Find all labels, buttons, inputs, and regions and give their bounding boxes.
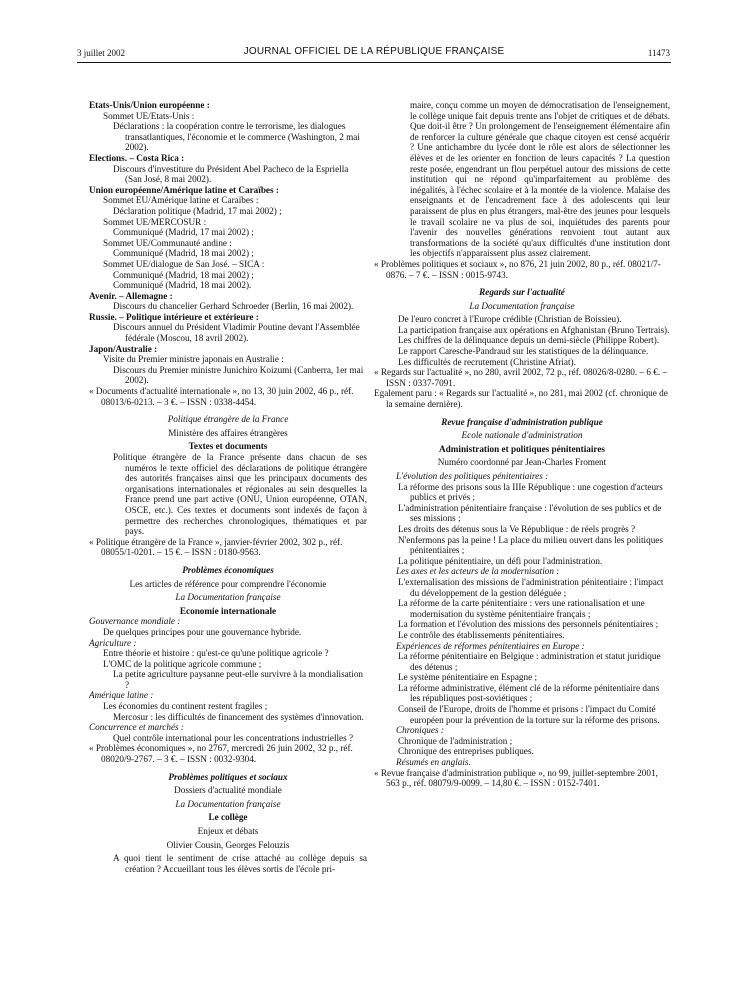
right-paragraph: « Regards sur l'actualité », no 280, avril 2002, 72 p., réf. 08026/8-0280. – 6 €. – ISSN : 0337-7091. — [374, 367, 668, 388]
left-paragraph: Agriculture : — [89, 637, 137, 648]
left-paragraph: Entre théorie et histoire : qu'est-ce qu'une politique agricole ? — [103, 648, 329, 659]
left-paragraph: A quoi tient le sentiment de crise attaché au collège depuis sa création ? Accueillant tous les élèves sortis de l'école pri- — [113, 853, 367, 874]
right-paragraph: Conseil de l'Europe, droits de l'homme et prisons : l'impact du Comité européen pour la prévention de la torture sur la réforme des prisons. — [398, 704, 660, 725]
right-paragraph: Le système pénitentiaire en Espagne ; — [398, 672, 538, 683]
left-paragraph: « Politique étrangère de la France », janvier-février 2002, 302 p., réf. 08055/1-0201. – 15 €. – ISSN : 0180-9563. — [89, 536, 343, 558]
left-paragraph: Discours du Premier ministre Junichiro Koizumi (Canberra, 1er mai 2002). — [113, 364, 364, 386]
left-paragraph: Les articles de référence pour comprendre l'économie — [129, 578, 327, 589]
right-paragraph: Le contrôle des établissements pénitentiaires. — [398, 629, 565, 640]
left-paragraph: Déclarations : la coopération contre le terrorisme, les dialogues transatlantiques, l'économie et le commerce (Washington, 2 mai 2002). — [113, 121, 360, 153]
left-paragraph: Sommet UE/dialogue de San José. – SICA : — [103, 258, 265, 269]
right-paragraph: « Revue française d'administration publique », no 99, juillet-septembre 2001, 563 p., réf. 08079/9-0099. – 14,80 €. – ISSN : 0152-7401. — [374, 767, 658, 789]
left-paragraph: Japon/Australie : — [89, 343, 158, 354]
left-paragraph: « Documents d'actualité internationale », no 13, 30 juin 2002, 46 p., réf. 08013/6-0213. – 3 €. – ISSN : 0338-4454. — [89, 386, 354, 407]
right-paragraph: La formation et l'évolution des missions des personnels pénitentiaires ; — [398, 619, 659, 630]
left-paragraph: Elections. – Costa Rica : — [89, 152, 185, 163]
header-page-number: 11473 — [647, 48, 670, 58]
right-paragraph: Les axes et les acteurs de la modernisation : — [396, 566, 560, 577]
right-paragraph: Le rapport Caresche-Pandraud sur les statistiques de la délinquance. — [398, 346, 649, 357]
left-paragraph: Les économies du continent restent fragiles ; — [103, 701, 268, 712]
left-paragraph: Communiqué (Madrid, 18 mai 2002). — [113, 280, 252, 291]
left-paragraph: Enjeux et débats — [197, 826, 259, 836]
left-paragraph: Problèmes politiques et sociaux — [168, 771, 288, 782]
right-paragraph: Regards sur l'actualité — [479, 287, 565, 298]
left-paragraph: Visite du Premier ministre japonais en Australie : — [103, 354, 284, 365]
left-paragraph: Politique étrangère de la France présente dans chacun de ses numéros le texte officiel des déclarations de politique étrangère des autorités françaises ainsi que les principaux documents des organisations internationales et régionales au sein desquelles la France prend une part active (ONU, Union européenne, OTAN, OSCE, etc.). Ces textes et documents sont indexés de façon à permettre des recherches chronologiques, thématiques et par pays. — [113, 452, 367, 537]
right-paragraph: De l'euro concret à l'Europe crédible (Christian de Boissieu). — [398, 314, 622, 325]
left-paragraph: Quel contrôle international pour les concentrations industrielles ? — [113, 732, 354, 743]
right-paragraph: Revue française d'administration publique — [441, 416, 603, 427]
left-paragraph: La Documentation française — [175, 798, 281, 809]
right-paragraph: Les difficultés de recrutement (Christine Afriat). — [398, 356, 576, 367]
left-paragraph: Ministère des affaires étrangères — [168, 427, 288, 438]
left-paragraph: Russie. – Politique intérieure et extérieure : — [89, 311, 259, 322]
page-header — [0, 44, 748, 62]
left-paragraph: Discours d'investiture du Président Abel Pacheco de la Espriella (San José, 8 mai 2002). — [113, 163, 349, 185]
left-paragraph: Amérique latine : — [89, 690, 154, 701]
right-column — [374, 100, 670, 789]
left-paragraph: L'OMC de la politique agricole commune ; — [103, 658, 262, 669]
left-paragraph: Discours du chancelier Gerhard Schroeder (Berlin, 16 mai 2002). — [113, 301, 354, 312]
right-paragraph: Chronique de l'administration ; — [398, 735, 513, 746]
right-paragraph: L'évolution des politiques pénitentiaires : — [396, 471, 549, 481]
right-paragraph: Chronique des entreprises publiques. — [398, 746, 534, 757]
left-paragraph: Avenir. – Allemagne : — [89, 290, 173, 301]
right-paragraph: La réforme des prisons sous la IIIe République : une cogestion d'acteurs publics et privés ; — [398, 481, 663, 503]
left-paragraph: Textes et documents — [188, 441, 268, 452]
right-paragraph: L'administration pénitentiaire française : l'évolution de ses publics et de ses missions ; — [398, 502, 662, 524]
right-paragraph: Numéro coordonné par Jean-Charles Froment — [437, 457, 607, 468]
header-rule — [77, 62, 671, 63]
left-paragraph: Gouvernance mondiale : — [89, 616, 181, 627]
left-paragraph: Economie internationale — [179, 605, 277, 616]
left-paragraph: Sommet EU/Amérique latine et Caraïbes : — [103, 195, 259, 206]
left-paragraph: La petite agriculture paysanne peut-elle survivre à la mondialisation ? — [113, 669, 364, 690]
left-paragraph: Concurrence et marchés : — [89, 722, 184, 733]
right-paragraph: Les droits des détenus sous la Ve République : de réels progrès ? — [398, 523, 636, 534]
left-paragraph: Discours annuel du Président Vladimir Poutine devant l'Assemblée fédérale (Moscou, 18 avril 2002). — [113, 322, 360, 344]
header-title: JOURNAL OFFICIEL DE LA RÉPUBLIQUE FRANÇAISE — [243, 46, 505, 57]
left-paragraph: Etats-Unis/Union européenne : — [89, 100, 210, 110]
left-paragraph: Sommet UE/Etats-Unis : — [103, 110, 195, 121]
right-paragraph: Expériences de réformes pénitentiaires en Europe : — [396, 640, 585, 651]
right-paragraph: N'enfermons pas la peine ! La place du milieu ouvert dans les politiques pénitentiaires ; — [398, 534, 663, 556]
right-paragraph: La Documentation française — [469, 300, 575, 311]
left-paragraph: Olivier Cousin, Georges Felouzis — [166, 839, 290, 850]
left-paragraph: Union européenne/Amérique latine et Caraïbes : — [89, 184, 279, 195]
left-paragraph: Communiqué (Madrid, 18 mai 2002) ; — [113, 248, 254, 259]
left-paragraph: Communiqué (Madrid, 17 mai 2002) ; — [113, 227, 254, 238]
right-paragraph: Les chiffres de la délinquance depuis un demi-siècle (Philippe Robert). — [398, 335, 660, 346]
right-paragraph: La réforme de la carte pénitentiaire : vers une rationalisation et une modernisation du système pénitentiaire français ; — [398, 598, 645, 619]
left-paragraph: Déclaration politique (Madrid, 17 mai 2002) ; — [113, 205, 282, 216]
right-paragraph: Egalement paru : « Regards sur l'actualité », no 281, mai 2002 (cf. chronique de la semaine dernière). — [374, 388, 668, 410]
right-paragraph: La politique pénitentiaire, un défi pour l'administration. — [398, 555, 603, 566]
left-paragraph: Dossiers d'actualité mondiale — [174, 785, 282, 796]
header-date: 3 juillet 2002 — [77, 48, 125, 58]
left-paragraph: Problèmes économiques — [182, 564, 274, 575]
left-paragraph: De quelques principes pour une gouvernance hybride. — [103, 626, 302, 637]
right-paragraph: Administration et politiques pénitentiaires — [439, 443, 605, 454]
right-paragraph: Chroniques : — [396, 725, 444, 736]
right-paragraph: La réforme pénitentiaire en Belgique : administration et statut juridique des détenus ; — [398, 651, 661, 672]
left-paragraph: La Documentation française — [175, 592, 281, 603]
right-paragraph: Résumés en anglais. — [396, 757, 471, 768]
left-paragraph: Mercosur : les difficultés de financement des systèmes d'innovation. — [113, 711, 364, 722]
left-paragraph: « Problèmes économiques », no 2767, mercredi 26 juin 2002, 32 p., réf. 08020/9-2767. – 3 €. – ISSN : 0032-9304. — [89, 743, 353, 765]
left-paragraph: Sommet UE/Communauté andine : — [103, 237, 232, 248]
left-paragraph: Le collège — [208, 812, 248, 823]
left-column — [89, 100, 367, 874]
left-paragraph: Sommet UE/MERCOSUR : — [103, 216, 207, 227]
right-paragraph: maire, conçu comme un moyen de démocratisation de l'enseignement, le collège unique fait depuis trente ans l'objet de critiques et de débats. Que doit-il être ? Un prolongement de l'enseignement élémentaire afin de renforcer la culture générale que chaque citoyen est censé acquérir ? Une antichambre du lycée dont le rôle est alors de sélectionner les élèves et de les orienter en fonction de leurs capacités ? La question reste posée, engendrant un flou perpétuel autour des missions de cette institution qui ne répond qu'imparfaitement au problème des inégalités, à l'échec scolaire et à la montée de la violence. Malaise des enseignants et de l'encadrement face à des adolescents qui leur paraissent de plus en plus étrangers, mal-être des jeunes pour lesquels le travail scolaire ne va plus de soi, inquiétudes des parents pour l'avenir des nouvelles générations renvoient tout autant aux transformations de la société qu'aux difficultés d'une institution dont les objectifs n'apparaissent plus assez clairement. — [410, 100, 670, 259]
left-paragraph: Politique étrangère de la France — [167, 414, 289, 425]
right-paragraph: La participation française aux opérations en Afghanistan (Bruno Tertrais). — [398, 324, 670, 335]
right-paragraph: Ecole nationale d'administration — [461, 430, 583, 441]
right-paragraph: « Problèmes politiques et sociaux », no 876, 21 juin 2002, 80 p., réf. 08021/7-0876. – 7 €. – ISSN : 0015-9743. — [374, 258, 661, 280]
right-paragraph: L'externalisation des missions de l'administration pénitentiaire : l'impact du développement de la gestion déléguée ; — [398, 576, 664, 598]
right-paragraph: La réforme administrative, élément clé de la réforme pénitentiaire dans les républiques post-soviétiques ; — [398, 682, 660, 704]
left-paragraph: Communiqué (Madrid, 18 mai 2002) ; — [113, 269, 254, 280]
